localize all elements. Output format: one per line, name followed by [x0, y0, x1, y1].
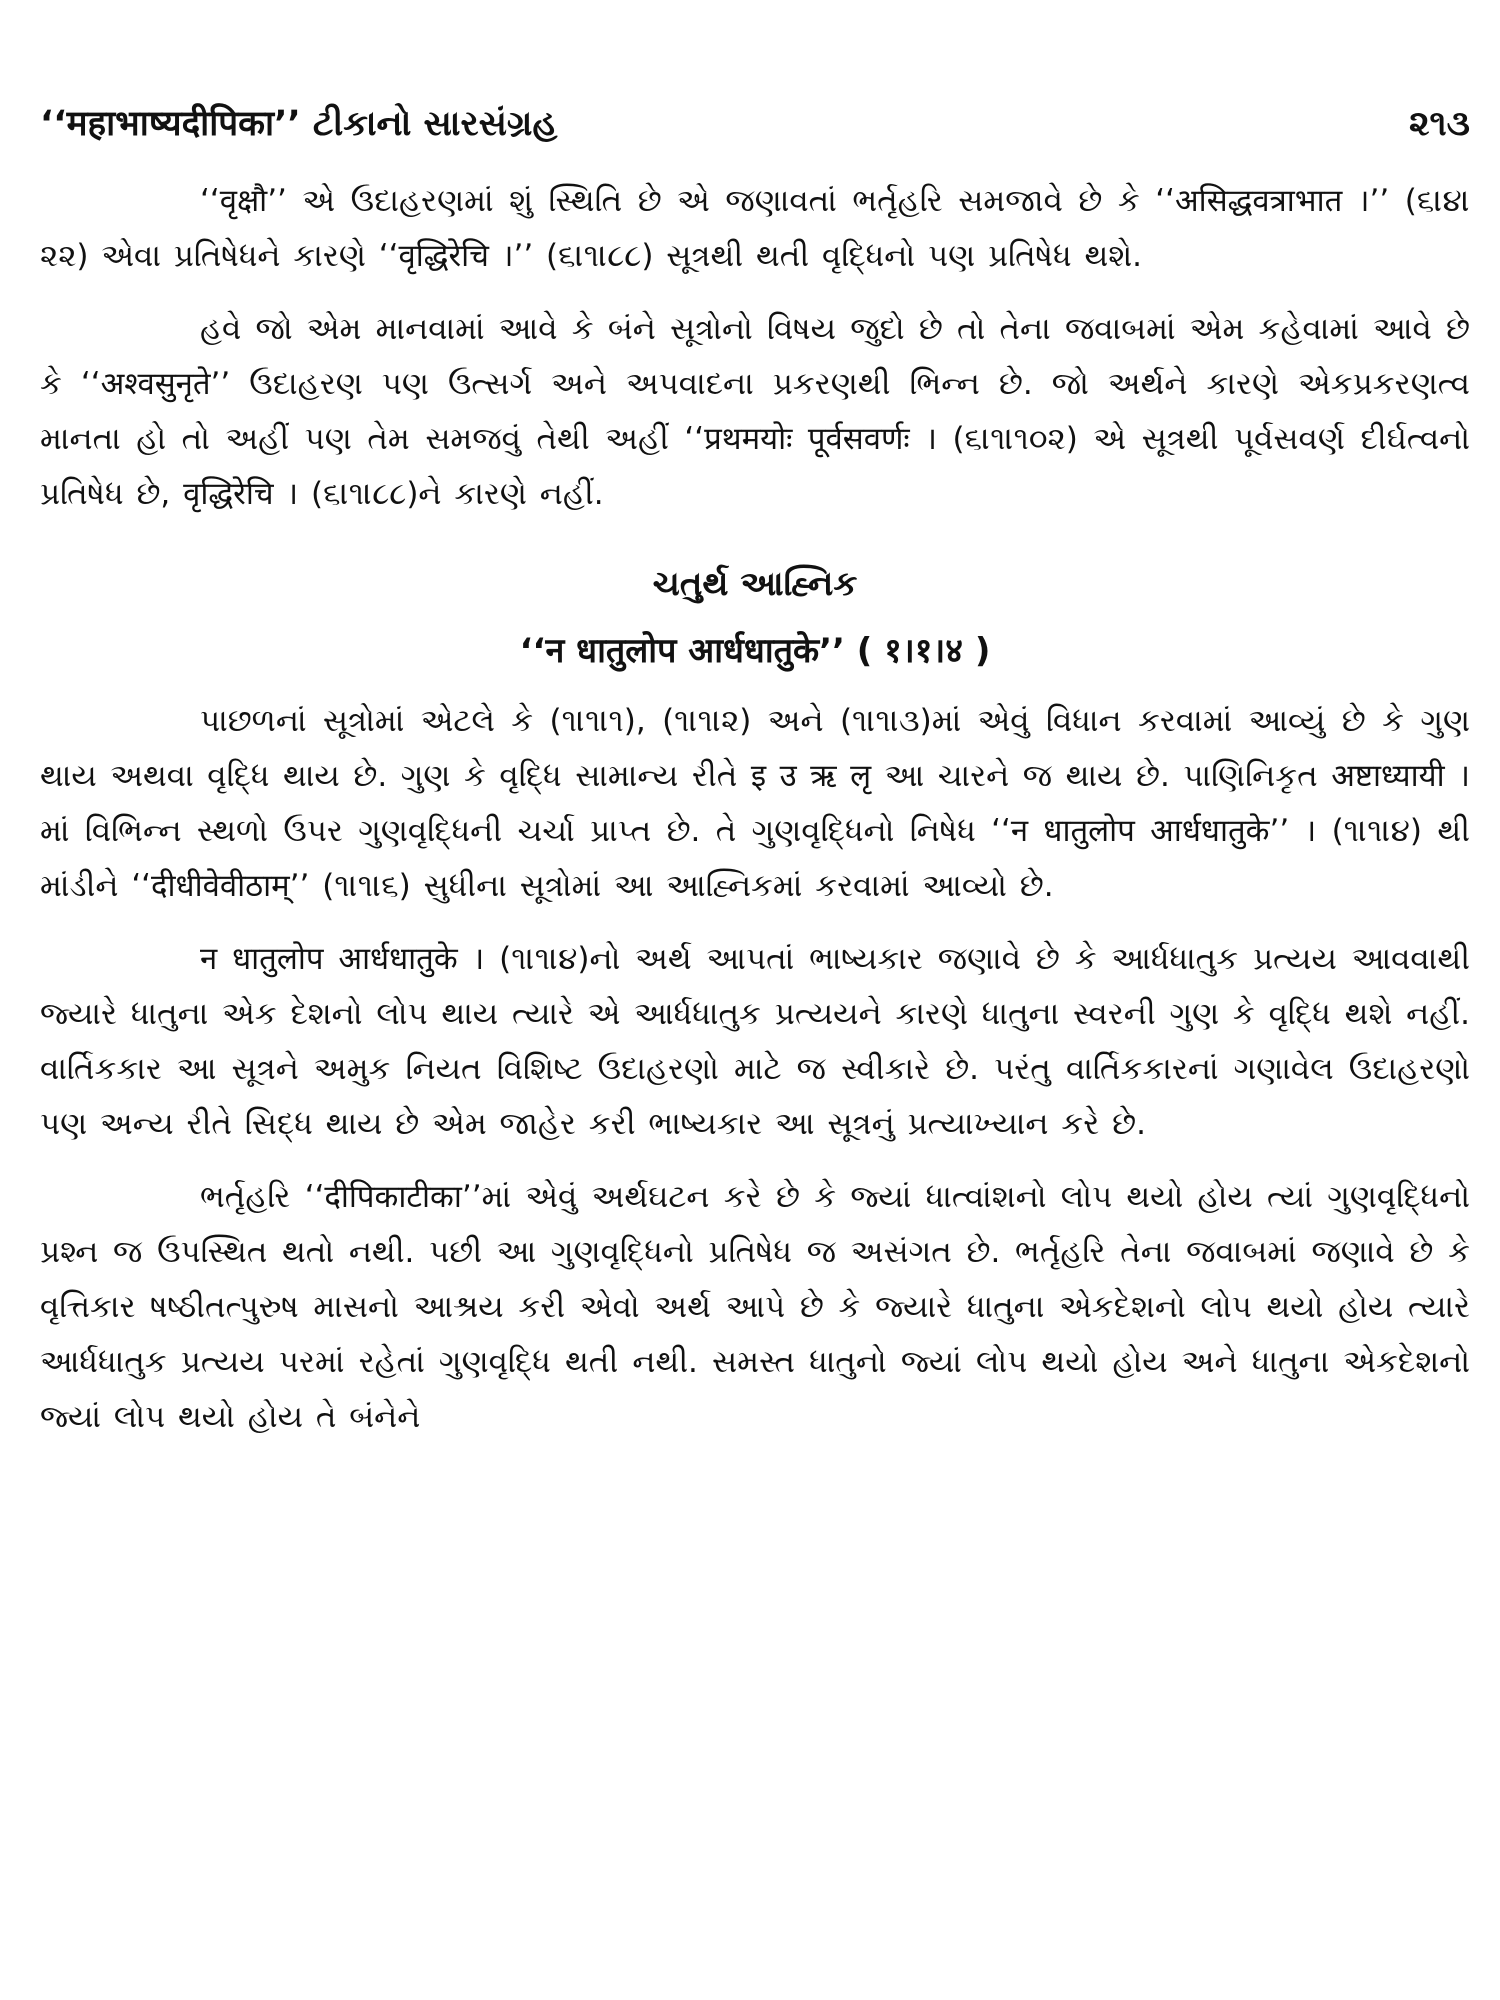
book-page: [40, 100, 1470, 1463]
section-heading: ચતુર્થ આહ્નિક: [652, 564, 858, 604]
paragraph: હવે જો એમ માનવામાં આવે કે બંને સૂત્રોનો વિષય જુદો છે તો તેના જવાબમાં એમ કહેવામાં આવે છે કે ‘‘अश्वसुनृते’’ ઉદાહરણ પણ ઉત્સર્ગ અને અપવાદના પ્રકરણથી ભિન્ન છે. જો અર્થને કારણે એકપ્રકરણત્વ માનતા હો તો અહીં પણ તેમ સમજવું તેથી અહીં ‘‘प्रथमयोः पूर्वसवर्णः । (૬।૧।૧૦૨) એ સૂત્રથી પૂર્વસવર્ણ દીર્ઘત્વનો પ્રતિષેધ છે, वृद्धिरेचि । (૬।૧।૮૮)ને કારણે નહીં.: [40, 311, 1470, 512]
paragraph: न धातुलोप आर्धधातुके । (૧।૧।૪)નો અર્થ આપતાં ભાષ્યકાર જણાવે છે કે આર્ધધાતુક પ્રત્યય આવવાથી જ્યારે ધાતુના એક દેશનો લોપ થાય ત્યારે એ આર્ધધાતુક પ્રત્યયને કારણે ધાતુના સ્વરની ગુણ કે વૃદ્ધિ થશે નહીં. વાર્તિકકાર આ સૂત્રને અમુક નિયત વિશિષ્ટ ઉદાહરણો માટે જ સ્વીકારે છે. પરંતુ વાર્તિકકારનાં ગણાવેલ ઉદાહરણો પણ અન્ય રીતે સિદ્ધ થાય છે એમ જાહેર કરી ભાષ્યકાર આ સૂત્રનું પ્રત્યાખ્યાન કરે છે.: [40, 941, 1470, 1142]
running-title: ‘‘महाभाष्यदीपिका’’ ટીકાનો સારસંગ્રહ: [40, 104, 558, 144]
running-header: [40, 100, 1470, 148]
sutra-heading: ‘‘न धातुलोप आर्धधातुके’’ ( १।१।४ ): [519, 631, 991, 671]
paragraph: ‘‘वृक्षौ’’ એ ઉદાહરણમાં શું સ્થિતિ છે એ જણાવતાં ભર્તૃહરિ સમજાવે છે કે ‘‘असिद्धवत्राभात ।’’ (૬।૪।૨૨) એવા પ્રતિષેધને કારણે ‘‘वृद्धिरेचि ।’’ (૬।૧।૮૮) સૂત્રથી થતી વૃદ્ધિનો પણ પ્રતિષેધ થશે.: [40, 183, 1470, 274]
paragraph: પાછળનાં સૂત્રોમાં એટલે કે (૧।૧।૧), (૧।૧।૨) અને (૧।૧।૩)માં એવું વિધાન કરવામાં આવ્યું છે કે ગુણ થાય અથવા વૃદ્ધિ થાય છે. ગુણ કે વૃદ્ધિ સામાન્ય રીતે इ उ ऋ लृ આ ચારને જ થાય છે. પાણિનિકૃત अष्टाध्यायी । માં વિભિન્ન સ્થળો ઉપર ગુણવૃદ્ધિની ચર્ચા પ્રાપ્ત છે. તે ગુણવૃદ્ધિનો નિષેધ ‘‘न धातुलोप आर्धधातुके’’ । (૧।૧।૪) થી માંડીને ‘‘दीधीवेवीठाम्’’ (૧।૧।૬) સુધીના સૂત્રોમાં આ આહ્નિકમાં કરવામાં આવ્યો છે.: [40, 703, 1470, 904]
page-number: ૨૧૩: [1408, 104, 1470, 144]
paragraph: ભર્તૃહરિ ‘‘दीपिकाटीका’’માં એવું અર્થઘટન કરે છે કે જ્યાં ધાત્વાંશનો લોપ થયો હોય ત્યાં ગુણવૃદ્ધિનો પ્રશ્ન જ ઉપસ્થિત થતો નથી. પછી આ ગુણવૃદ્ધિનો પ્રતિષેધ જ અસંગત છે. ભર્તૃહરિ તેના જવાબમાં જણાવે છે કે વૃત્તિકાર ષષ્ઠીતત્પુરુષ માસનો આશ્રય કરી એવો અર્થ આપે છે કે જ્યારે ધાતુના એકદેશનો લોપ થયો હોય ત્યારે આર્ધધાતુક પ્રત્યય પરમાં રહેતાં ગુણવૃદ્ધિ થતી નથી. સમસ્ત ધાતુનો જ્યાં લોપ થયો હોય અને ધાતુના એકદેશનો જ્યાં લોપ થયો હોય તે બંનેને: [40, 1179, 1470, 1435]
